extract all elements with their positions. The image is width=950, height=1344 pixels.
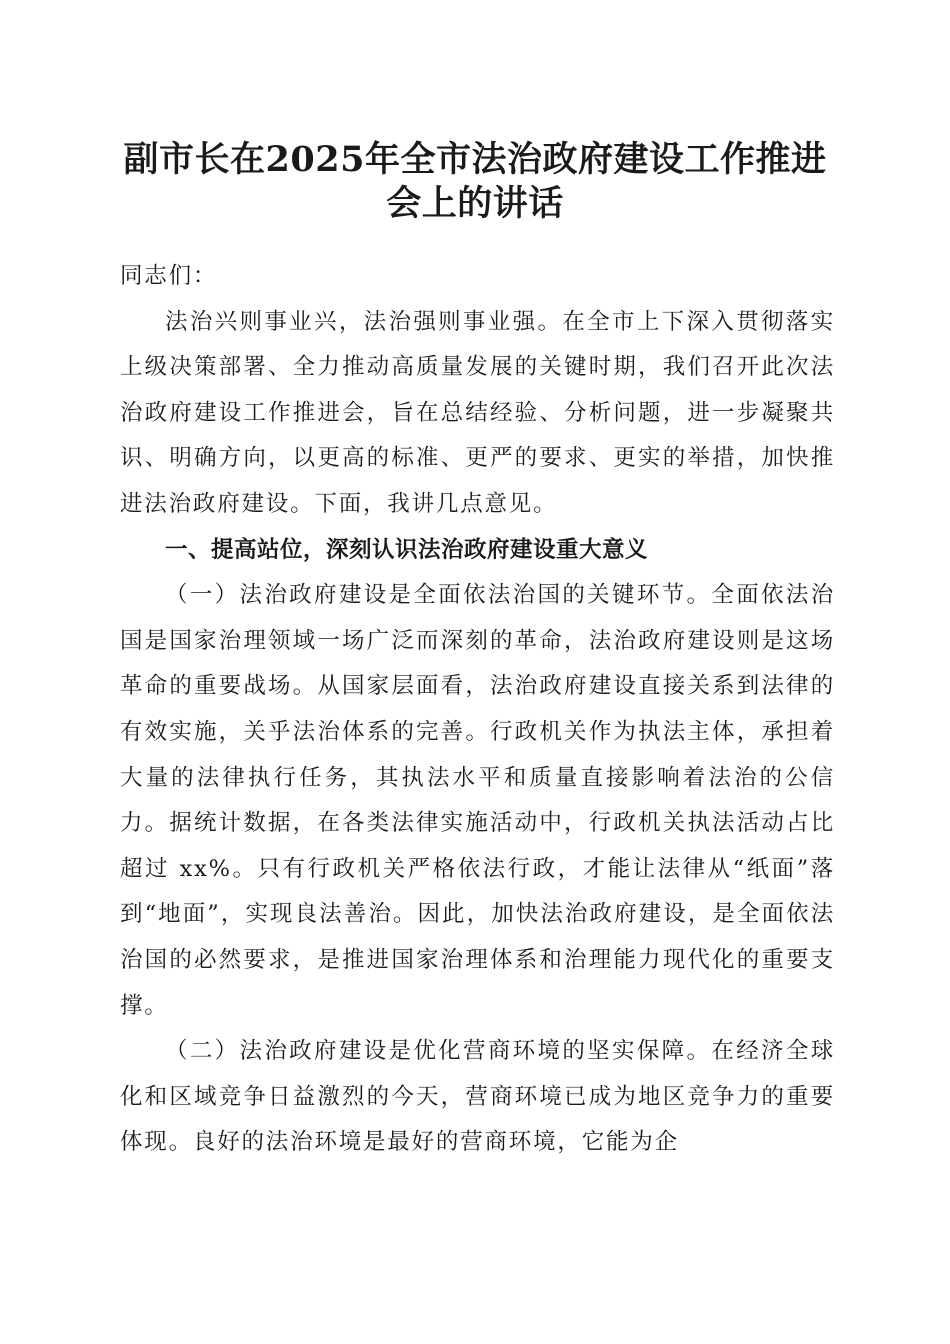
document-body (120, 254, 835, 1166)
title-line-2: 会上的讲话 (386, 183, 564, 224)
section-heading-1: 一、提高站位，深刻认识法治政府建设重大意义 (165, 536, 649, 563)
intro-paragraph: 法治兴则事业兴，法治强则事业强。在全市上下深入贯彻落实上级决策部署、全力推动高质量发展的关键时期，我们召开此次法治政府建设工作推进会，旨在总结经验、分析问题，进一步凝聚共识、明确方向，以更高的标准、更严的要求、更实的举措，加快推进法治政府建设。下面，我讲几点意见。 (120, 308, 835, 517)
title-line-1: 副市长在2025年全市法治政府建设工作推进 (123, 139, 827, 180)
section-1-paragraph-2: （二）法治政府建设是优化营商环境的坚实保障。在经济全球化和区域竞争日益激烈的今天，营商环境已成为地区竞争力的重要体现。良好的法治环境是最好的营商环境，它能为企 (120, 1038, 835, 1156)
salutation: 同志们： (120, 263, 218, 289)
document-title (100, 138, 850, 226)
section-1-paragraph-1: （一）法治政府建设是全面依法治国的关键环节。全面依法治国是国家治理领域一场广泛而深刻的革命，法治政府建设则是这场革命的重要战场。从国家层面看，法治政府建设直接关系到法律的有效实施，关乎法治体系的完善。行政机关作为执法主体，承担着大量的法律执行任务，其执法水平和质量直接影响着法治的公信力。据统计数据，在各类法律实施活动中，行政机关执法活动占比超过 xx%。只有行政机关严格依法行政，才能让法律从“纸面”落到“地面”，实现良法善治。因此，加快法治政府建设，是全面依法治国的必然要求，是推进国家治理体系和治理能力现代化的重要支撑。 (120, 582, 835, 1019)
